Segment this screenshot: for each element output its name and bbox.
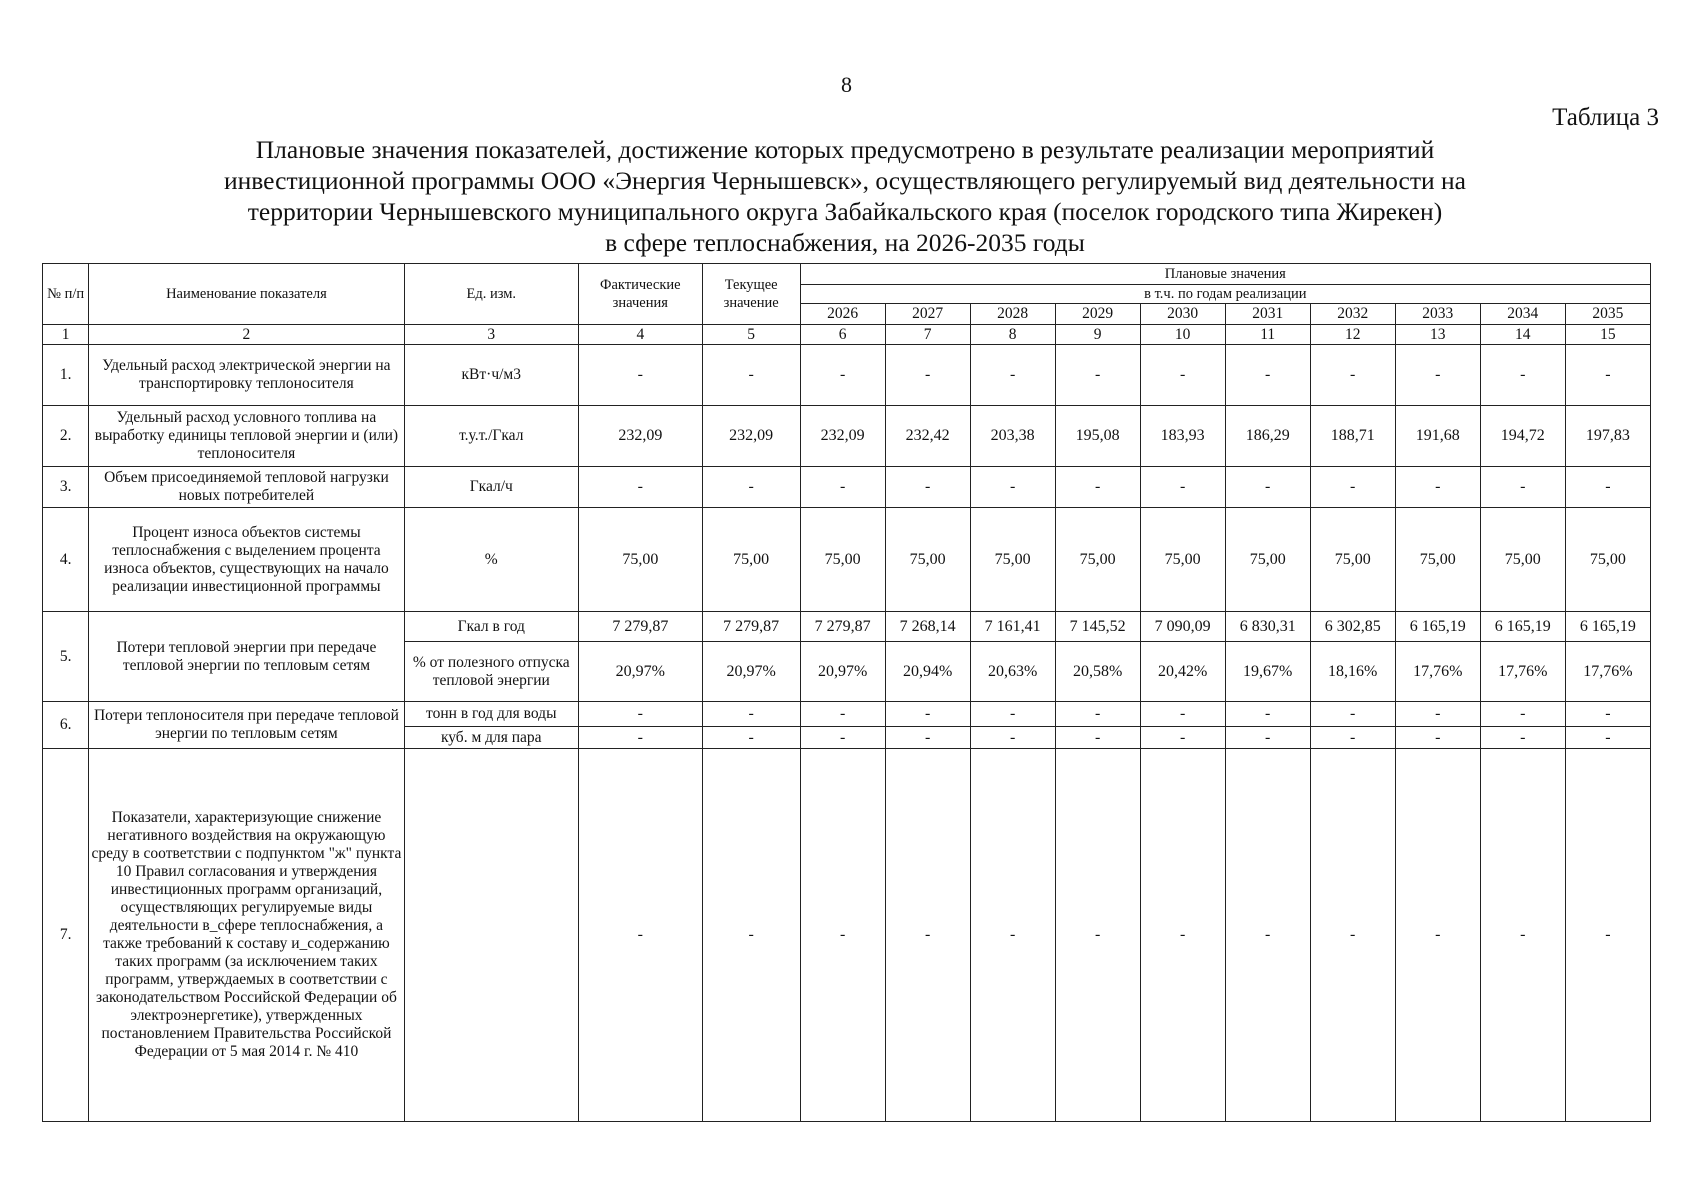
table-row [43,345,1651,406]
value-cell: 75,00 [1395,508,1480,612]
table-label: Таблица 3 [1552,104,1659,131]
value-cell: 195,08 [1055,406,1140,467]
value-cell: 18,16% [1310,642,1395,702]
value-cell: 75,00 [578,508,702,612]
value-cell: - [1565,702,1650,727]
value-cell: 75,00 [1140,508,1225,612]
value-cell: - [1225,727,1310,749]
value-cell: - [970,467,1055,508]
unit-cell: куб. м для пара [404,727,578,749]
value-cell: 75,00 [1480,508,1565,612]
value-cell: - [1225,345,1310,406]
value-cell: 6 165,19 [1480,612,1565,642]
value-cell: 7 090,09 [1140,612,1225,642]
value-cell: 7 279,87 [702,612,800,642]
table-row [43,612,1651,642]
value-cell: 6 302,85 [1310,612,1395,642]
value-cell: 6 830,31 [1225,612,1310,642]
row-number: 5. [43,612,89,702]
value-cell: - [885,467,970,508]
value-cell: - [1565,749,1650,1122]
unit-cell: Гкал/ч [404,467,578,508]
value-cell: - [1395,467,1480,508]
value-cell: 7 145,52 [1055,612,1140,642]
value-cell: - [1565,727,1650,749]
value-cell: - [970,749,1055,1122]
value-cell: 19,67% [1225,642,1310,702]
value-cell: - [702,702,800,727]
column-index: 2 [89,325,404,345]
value-cell: 20,94% [885,642,970,702]
value-cell: 75,00 [1310,508,1395,612]
value-cell: - [1055,727,1140,749]
value-cell: 75,00 [970,508,1055,612]
page-number: 8 [841,72,852,97]
value-cell: 191,68 [1395,406,1480,467]
table-row [43,467,1651,508]
value-cell: - [578,467,702,508]
value-cell: 7 279,87 [578,612,702,642]
value-cell: - [1310,702,1395,727]
value-cell: 75,00 [1055,508,1140,612]
value-cell: 20,97% [702,642,800,702]
value-cell: - [1395,727,1480,749]
column-index: 4 [578,325,702,345]
column-index: 13 [1395,325,1480,345]
value-cell: - [1310,749,1395,1122]
value-cell: - [885,727,970,749]
value-cell: - [1055,749,1140,1122]
unit-cell: Гкал в год [404,612,578,642]
indicators-table [42,263,1651,1122]
value-cell: - [1395,702,1480,727]
column-index: 12 [1310,325,1395,345]
unit-cell [404,749,578,1122]
value-cell: - [702,345,800,406]
value-cell: - [885,345,970,406]
value-cell: - [1480,345,1565,406]
unit-cell: кВт·ч/м3 [404,345,578,406]
value-cell: 20,42% [1140,642,1225,702]
value-cell: 6 165,19 [1565,612,1650,642]
value-cell: - [1480,702,1565,727]
value-cell: 20,97% [800,642,885,702]
value-cell: - [578,749,702,1122]
header-year: 2031 [1225,304,1310,325]
value-cell: - [1565,345,1650,406]
value-cell: - [885,749,970,1122]
value-cell: 20,58% [1055,642,1140,702]
title-line: в сфере теплоснабжения, на 2026-2035 годы [605,228,1085,257]
header-year: 2030 [1140,304,1225,325]
value-cell: - [800,749,885,1122]
value-cell: 7 279,87 [800,612,885,642]
value-cell: - [1055,467,1140,508]
value-cell: - [1395,749,1480,1122]
column-index: 7 [885,325,970,345]
column-index: 5 [702,325,800,345]
value-cell: - [578,702,702,727]
value-cell: 75,00 [885,508,970,612]
value-cell: 232,09 [800,406,885,467]
table-row [43,406,1651,467]
header-year: 2033 [1395,304,1480,325]
value-cell: - [1140,702,1225,727]
indicator-name: Потери тепловой энергии при передаче тепловой энергии по тепловым сетям [89,612,404,702]
value-cell: - [800,702,885,727]
value-cell: - [800,345,885,406]
value-cell: 232,09 [578,406,702,467]
value-cell: - [970,727,1055,749]
column-index: 8 [970,325,1055,345]
value-cell: 17,76% [1480,642,1565,702]
header-year: 2028 [970,304,1055,325]
row-number: 2. [43,406,89,467]
header-year: 2029 [1055,304,1140,325]
title-line: Плановые значения показателей, достижение которых предусмотрено в результате реализации мероприятий [255,135,1435,164]
indicator-name: Потери теплоносителя при передаче тепловой энергии по тепловым сетям [89,702,404,749]
value-cell: 186,29 [1225,406,1310,467]
value-cell: - [702,467,800,508]
document-title [150,134,1540,258]
indicator-name: Объем присоединяемой тепловой нагрузки новых потребителей [89,467,404,508]
title-line: инвестиционной программы ООО «Энергия Чернышевск», осуществляющего регулируемый вид деятельности на [223,166,1466,195]
header-year: 2026 [800,304,885,325]
column-index: 3 [404,325,578,345]
value-cell: 75,00 [702,508,800,612]
value-cell: 194,72 [1480,406,1565,467]
row-number: 1. [43,345,89,406]
value-cell: - [970,345,1055,406]
value-cell: 75,00 [800,508,885,612]
value-cell: 75,00 [1565,508,1650,612]
value-cell: - [1225,702,1310,727]
indicator-name: Процент износа объектов системы теплоснабжения с выделением процента износа объектов, существующих на начало реализации инвестиционной программы [89,508,404,612]
value-cell: - [1310,467,1395,508]
column-index: 6 [800,325,885,345]
indicator-name: Удельный расход условного топлива на выработку единицы тепловой энергии и (или) теплоносителя [89,406,404,467]
value-cell: - [1140,345,1225,406]
value-cell: 197,83 [1565,406,1650,467]
value-cell: - [1140,467,1225,508]
column-index: 10 [1140,325,1225,345]
value-cell: - [1310,345,1395,406]
value-cell: - [578,727,702,749]
value-cell: - [970,702,1055,727]
header-actual: Фактические значения [578,264,702,325]
table-row [43,508,1651,612]
header-name: Наименование показателя [89,264,404,325]
value-cell: - [1480,749,1565,1122]
row-number: 6. [43,702,89,749]
value-cell: - [1480,467,1565,508]
header-unit: Ед. изм. [404,264,578,325]
value-cell: 188,71 [1310,406,1395,467]
value-cell: - [1225,467,1310,508]
header-year: 2035 [1565,304,1650,325]
row-number: 7. [43,749,89,1122]
header-planned: Плановые значения [800,264,1650,285]
value-cell: 17,76% [1565,642,1650,702]
value-cell: - [1225,749,1310,1122]
value-cell: 232,42 [885,406,970,467]
indicator-name: Удельный расход электрической энергии на транспортировку теплоносителя [89,345,404,406]
indicator-name: Показатели, характеризующие снижение негативного воздействия на окружающую среду в соответствии с подпунктом "ж" пункта 10 Правил согласования и утверждения инвестиционных программ организаций, осуществляющих регулируемые виды деятельности в_сфере теплоснабжения, а также требований к составу и_содержанию таких программ (за исключением таких программ, утверждаемых в соответствии с законодательством Российской Федерации об электроэнергетике), утвержденных постановлением Правительства Российской Федерации от 5 мая 2014 г. № 410 [89,749,404,1122]
value-cell: 6 165,19 [1395,612,1480,642]
column-index: 15 [1565,325,1650,345]
value-cell: - [885,702,970,727]
table-row [43,749,1651,1122]
value-cell: - [800,467,885,508]
value-cell: - [800,727,885,749]
value-cell: 17,76% [1395,642,1480,702]
row-number: 4. [43,508,89,612]
table-row [43,702,1651,727]
value-cell: - [1140,749,1225,1122]
header-num: № п/п [43,264,89,325]
value-cell: - [1480,727,1565,749]
value-cell: - [1055,345,1140,406]
column-index: 14 [1480,325,1565,345]
value-cell: - [702,749,800,1122]
column-index: 11 [1225,325,1310,345]
value-cell: 203,38 [970,406,1055,467]
value-cell: 20,97% [578,642,702,702]
header-year: 2032 [1310,304,1395,325]
header-year: 2027 [885,304,970,325]
value-cell: - [1395,345,1480,406]
value-cell: - [702,727,800,749]
title-line: территории Чернышевского муниципального округа Забайкальского края (поселок городского типа Жирекен) [247,197,1443,226]
header-by-years: в т.ч. по годам реализации [800,285,1650,304]
column-index: 9 [1055,325,1140,345]
unit-cell: % [404,508,578,612]
value-cell: 7 268,14 [885,612,970,642]
column-index: 1 [43,325,89,345]
header-current: Текущее значение [702,264,800,325]
value-cell: 183,93 [1140,406,1225,467]
unit-cell: т.у.т./Гкал [404,406,578,467]
value-cell: 232,09 [702,406,800,467]
value-cell: - [1055,702,1140,727]
value-cell: - [578,345,702,406]
value-cell: 20,63% [970,642,1055,702]
value-cell: 7 161,41 [970,612,1055,642]
header-year: 2034 [1480,304,1565,325]
value-cell: - [1140,727,1225,749]
value-cell: 75,00 [1225,508,1310,612]
row-number: 3. [43,467,89,508]
value-cell: - [1565,467,1650,508]
value-cell: - [1310,727,1395,749]
unit-cell: % от полезного отпуска тепловой энергии [404,642,578,702]
unit-cell: тонн в год для воды [404,702,578,727]
